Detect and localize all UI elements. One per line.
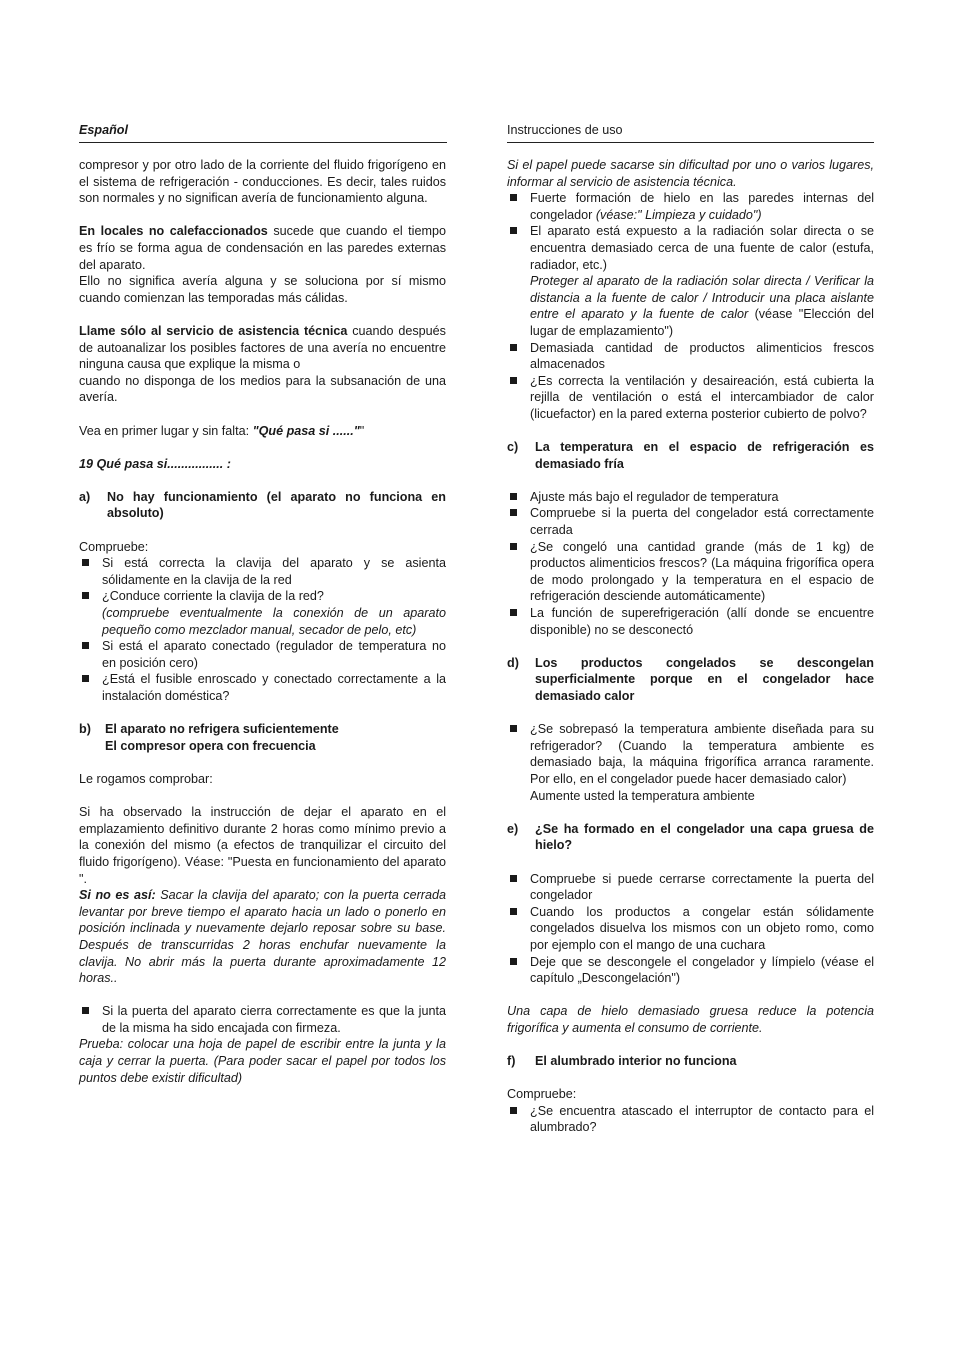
bullet-list <box>507 1103 874 1136</box>
paragraph: Si el papel puede sacarse sin dificultad por uno o varios lugares, informar al servicio de asistencia técnica. <box>507 158 874 189</box>
bullet-icon <box>510 509 517 516</box>
header-right <box>507 122 874 143</box>
bullet-icon <box>510 875 517 882</box>
list-item: ¿Se congeló una cantidad grande (más de 1 kg) de productos alimenticios frescos? (La máquina frigorífica opera de modo prolongado y la temperatura en el espacio de refrigeración desciende automáticamente) <box>507 539 874 605</box>
bullet-icon <box>510 227 517 234</box>
list-item: ¿Está el fusible enroscado y conectado correctamente a la instalación doméstica? <box>79 671 446 704</box>
list-item: Si está el aparato conectado (regulador de temperatura no en posición cero) <box>79 638 446 671</box>
manual-title: Instrucciones de uso <box>507 123 623 137</box>
section-b-heading: b) El aparato no refrigera suficientemente El compresor opera con frecuencia <box>79 722 339 753</box>
paragraph: Vea en primer lugar y sin falta: "Qué pasa si ......"" <box>79 423 365 438</box>
bullet-list <box>79 555 446 704</box>
bullet-icon <box>510 377 517 384</box>
paragraph: Llame sólo al servicio de asistencia técnica cuando después de autoanalizar los posibles factores de una avería no encuentre ninguna causa que explique la misma o <box>79 323 446 372</box>
bullet-icon <box>510 493 517 500</box>
list-item: Fuerte formación de hielo en las paredes internas del congelador (véase:" Limpieza y cuidado") <box>507 190 874 223</box>
section-heading: 19 Qué pasa si................ : <box>79 456 231 471</box>
list-item: ¿Conduce corriente la clavija de la red? (compruebe eventualmente la conexión de un aparato pequeño como mezclador manual, secador de pelo, etc) <box>79 588 446 638</box>
paragraph: Prueba: colocar una hoja de papel de escribir entre la junta y la caja y cerrar la puerta. (Para poder sacar el papel por todos los puntos debe existir dificultad) <box>79 1037 446 1085</box>
bullet-icon <box>82 642 89 649</box>
bullet-icon <box>510 1107 517 1114</box>
bullet-icon <box>510 725 517 732</box>
list-item: ¿Es correcta la ventilación y desaireación, está cubierta la rejilla de ventilación o está el intercambiador de calor (licuefactor) en la pared externa posterior cubierto de polvo? <box>507 373 874 423</box>
list-item: ¿Se encuentra atascado el interruptor de contacto para el alumbrado? <box>507 1103 874 1136</box>
list-item: El aparato está expuesto a la radiación solar directa o se encuentra demasiado cerca de una fuente de calor (estufa, radiador, etc.) Proteger al aparato de la radiación solar directa / Verificar la distancia a la fuente de calor / Introducir una placa aislante entre el aparato y la fuente de calor (véase "Elección del lugar de emplazamiento") <box>507 223 874 339</box>
list-item: Deje que se descongele el congelador y límpielo (véase el capítulo „Descongelación") <box>507 954 874 987</box>
list-item: La función de superefrigeración (allí donde se encuentre disponible) no se desconectó <box>507 605 874 638</box>
paragraph: Una capa de hielo demasiado gruesa reduce la potencia frigorífica y aumenta el consumo de corriente. <box>507 1004 874 1035</box>
paragraph: Si ha observado la instrucción de dejar el aparato en el emplazamiento definitivo durante 2 horas como mínimo previo a la conexión del mismo (a efectos de tranquilizar el circuito del fluido frigorígeno). Véase: "Puesta en funcionamiento del aparato ". <box>79 805 446 886</box>
bullet-icon <box>510 958 517 965</box>
bullet-icon <box>82 675 89 682</box>
list-item: Demasiada cantidad de productos alimenticios frescos almacenados <box>507 340 874 373</box>
bullet-icon <box>82 1007 89 1014</box>
bullet-icon <box>510 344 517 351</box>
header-left <box>79 122 447 143</box>
list-item: Compruebe si puede cerrarse correctamente la puerta del congelador <box>507 871 874 904</box>
list-item: Ajuste más bajo el regulador de temperatura <box>507 489 874 506</box>
bullet-icon <box>82 592 89 599</box>
bullet-icon <box>510 194 517 201</box>
right-column <box>507 157 874 1136</box>
list-item: Compruebe si la puerta del congelador está correctamente cerrada <box>507 505 874 538</box>
paragraph: Compruebe: <box>507 1087 577 1102</box>
list-item: ¿Se sobrepasó la temperatura ambiente diseñada para su refrigerador? (Cuando la temperatura ambiente es demasiado baja, la máquina frigorífica arranca raramente. Por ello, en el congelador puede hacer demasiado calor) Aumente usted la temperatura ambiente <box>507 721 874 804</box>
bullet-list <box>507 871 874 987</box>
bullet-list <box>507 190 874 422</box>
paragraph: Si no es así: Sacar la clavija del aparato; con la puerta cerrada levantar por breve tiempo el aparato hacia un lado o ponerlo en posición inclinada y nuevamente dejarlo reposar sobre su base. Después de transcurridas 2 horas enchufar nuevamente la clavija. No abrir más la puerta durante aproximadamente 12 horas.. <box>79 888 446 986</box>
language-label: Español <box>79 123 128 137</box>
bullet-icon <box>82 559 89 566</box>
paragraph: Le rogamos comprobar: <box>79 771 213 786</box>
left-column <box>79 157 446 1086</box>
section-e-heading: e) ¿Se ha formado en el congelador una capa gruesa de hielo? <box>507 821 874 853</box>
bullet-icon <box>510 908 517 915</box>
bullet-list <box>507 721 874 804</box>
section-a-heading: a) No hay funcionamiento (el aparato no funciona en absoluto) <box>79 489 446 521</box>
list-item: Cuando los productos a congelar están sólidamente congelados disuelva los mismos con un objeto romo, como por ejemplo con el mango de una cuchara <box>507 904 874 954</box>
section-f-heading: f) El alumbrado interior no funciona <box>507 1054 737 1069</box>
bullet-list <box>507 489 874 638</box>
paragraph: cuando no disponga de los medios para la subsanación de una avería. <box>79 373 446 405</box>
list-item: Si la puerta del aparato cierra correctamente es que la junta de la misma ha sido encajada con firmeza. <box>79 1003 446 1036</box>
paragraph: Compruebe: <box>79 539 149 554</box>
section-c-heading: c) La temperatura en el espacio de refrigeración es demasiado fría <box>507 440 874 471</box>
section-d-heading: d) Los productos congelados se descongelan superficialmente porque en el congelador hace demasiado calor <box>507 655 874 703</box>
bullet-icon <box>510 543 517 550</box>
paragraph: En locales no calefaccionados sucede que cuando el tiempo es frío se forma agua de condensación en las paredes externas del aparato. <box>79 224 446 272</box>
list-item: Si está correcta la clavija del aparato y se asienta sólidamente en la clavija de la red <box>79 555 446 588</box>
paragraph: compresor y por otro lado de la corriente del fluido frigorígeno en el sistema de refrigeración - conducciones. Es decir, tales ruidos son normales y no significan avería de funcionamiento alguna. <box>79 158 446 206</box>
bullet-icon <box>510 609 517 616</box>
paragraph: Ello no significa avería alguna y se soluciona por sí mismo cuando comienzan las temporadas más cálidas. <box>79 274 446 305</box>
bullet-list <box>79 1003 446 1036</box>
